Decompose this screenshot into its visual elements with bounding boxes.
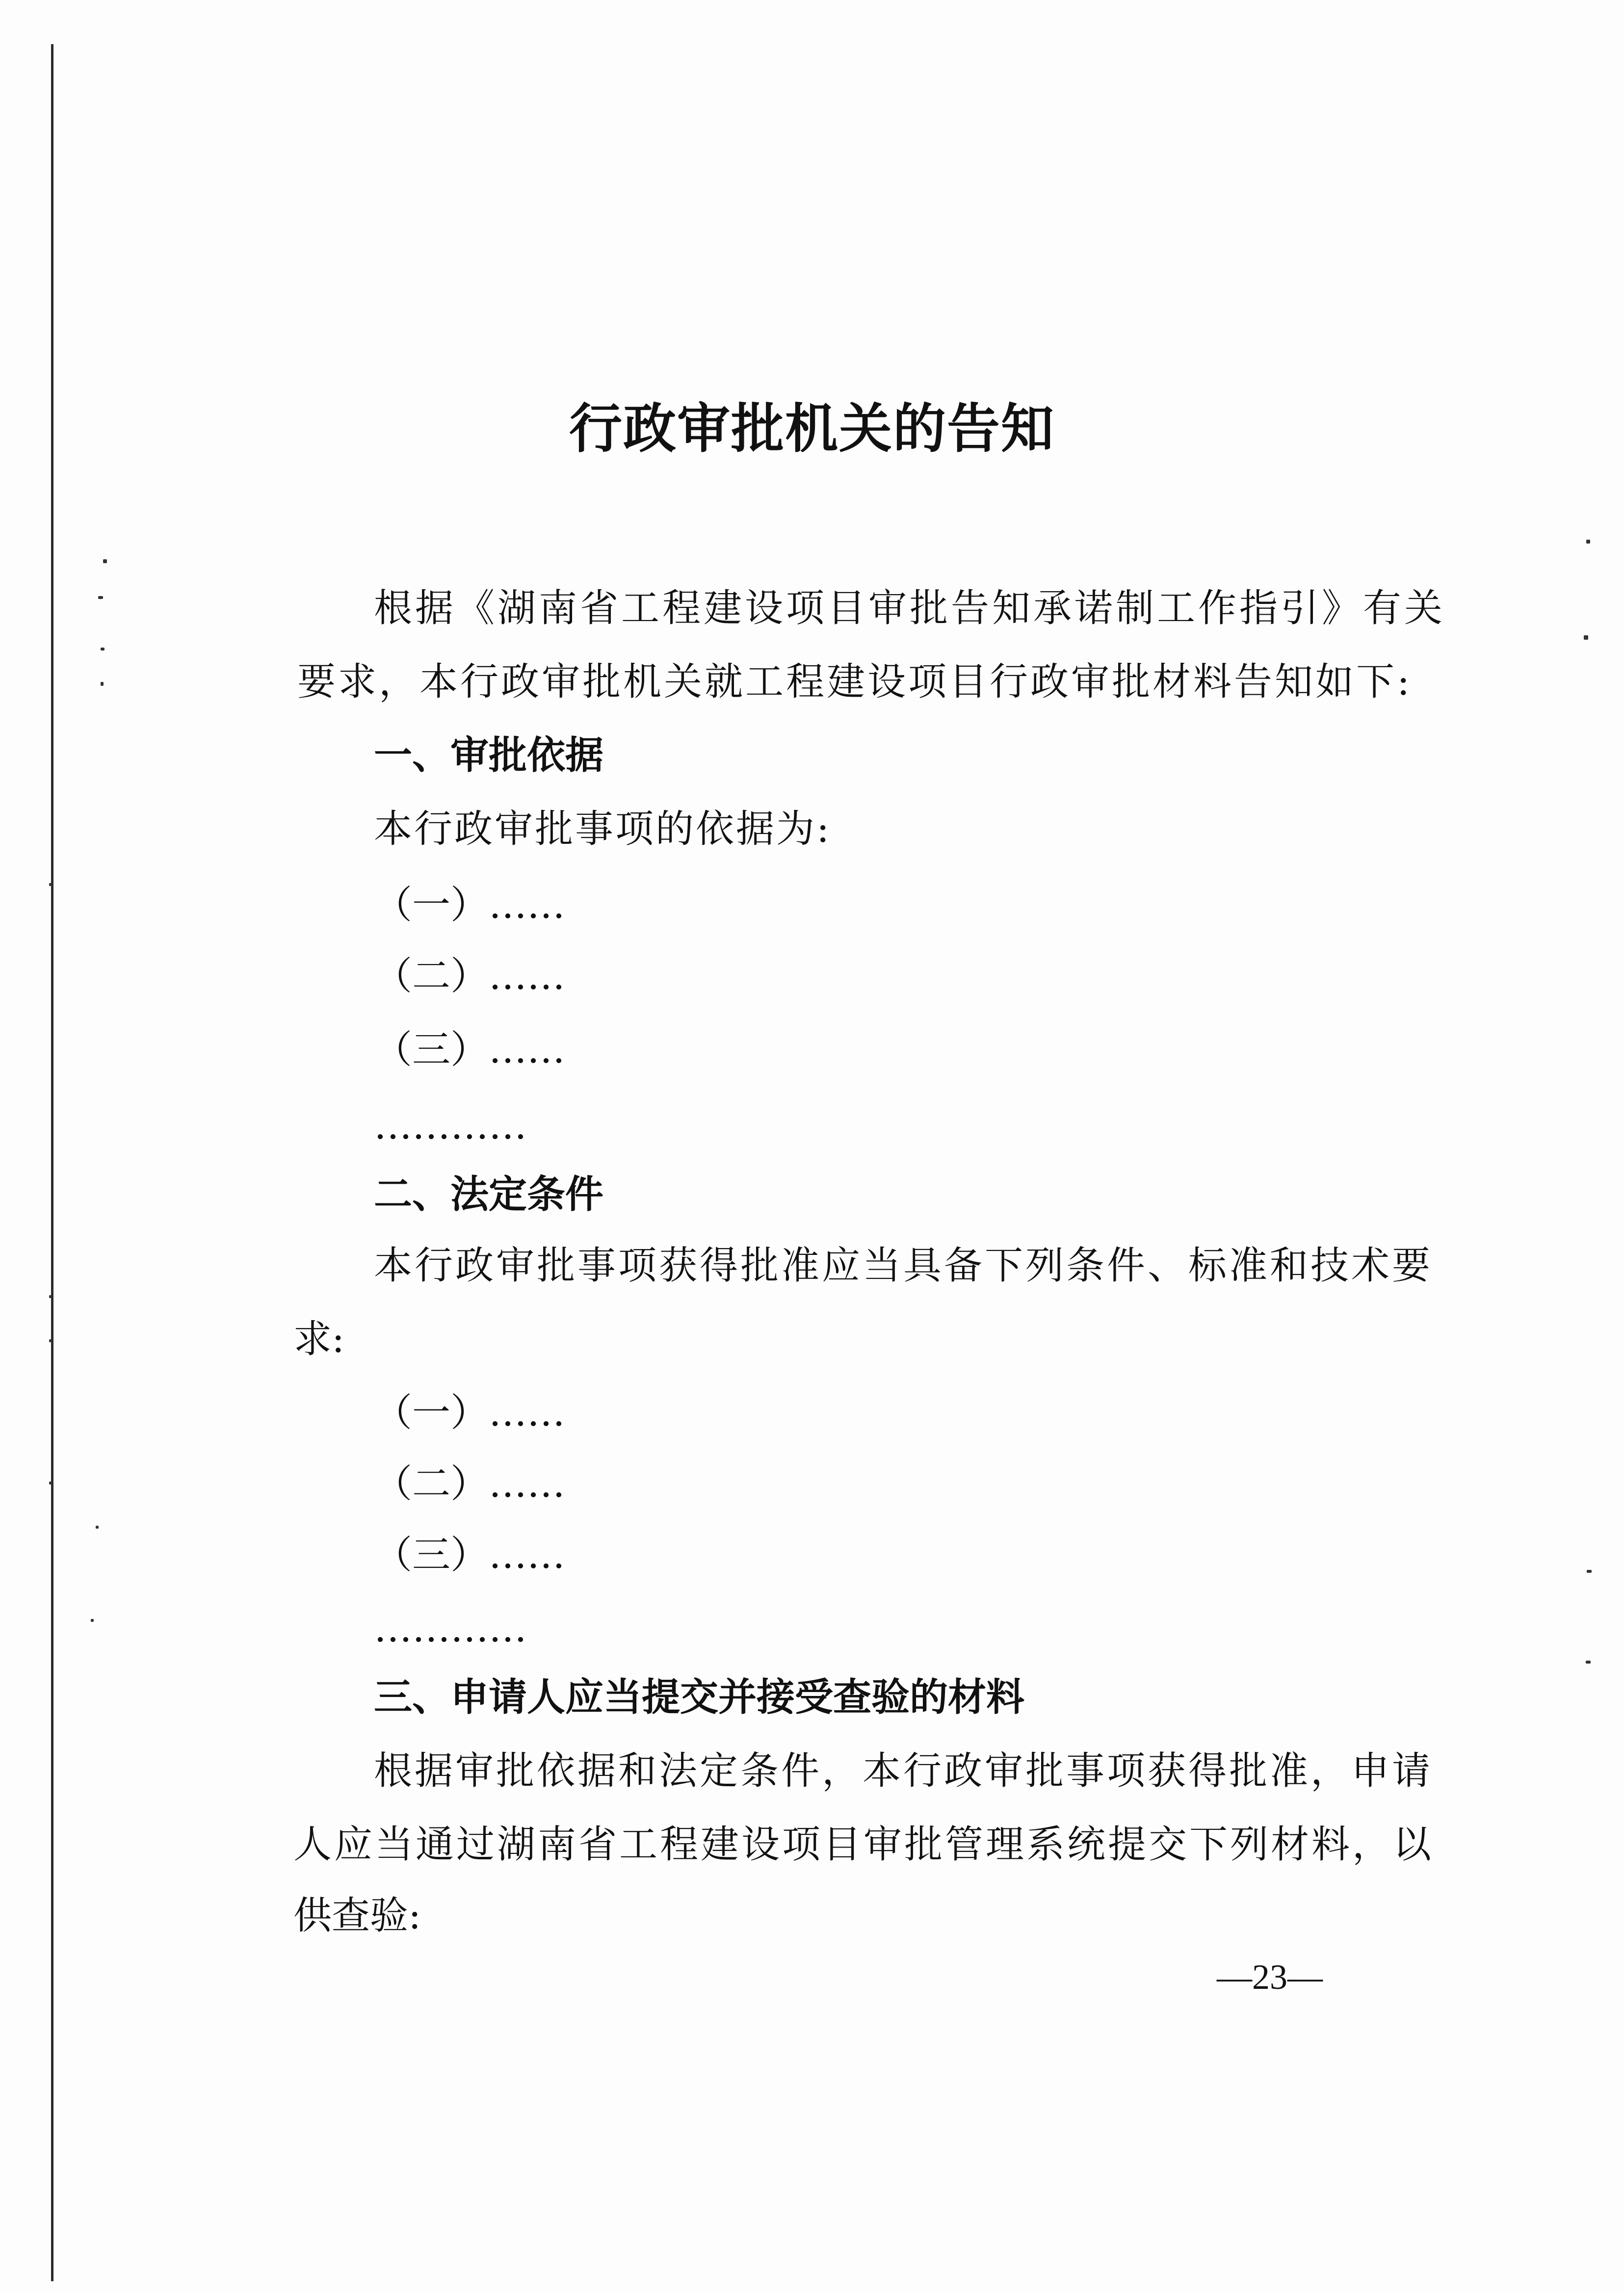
scan-speck [96, 1526, 99, 1529]
section-materials-line-1: 根据审批依据和法定条件，本行政审批事项获得批准，申请 [374, 1749, 1433, 1793]
scan-speck [101, 648, 105, 651]
section-heading-materials: 三、申请人应当提交并接受查验的材料 [374, 1675, 1025, 1720]
section-conditions-lead-line-1: 本行政审批事项获得批准应当具备下列条件、标准和技术要 [374, 1244, 1433, 1288]
ellipsis-line: ………… [374, 1607, 527, 1651]
list-item: （三）…… [374, 1533, 566, 1577]
scan-speck [1586, 1661, 1591, 1664]
ellipsis-line: ………… [374, 1104, 527, 1148]
section-conditions-lead-line-2: 求: [293, 1317, 345, 1361]
scan-speck [98, 596, 103, 599]
scan-speck [49, 1482, 52, 1485]
scan-speck [91, 1619, 94, 1622]
list-item: （二）…… [374, 1462, 566, 1506]
list-item: （一）…… [374, 883, 566, 927]
section-heading-conditions: 二、法定条件 [374, 1173, 604, 1217]
list-item: （一）…… [374, 1391, 566, 1435]
scan-speck [1587, 1570, 1592, 1573]
document-title: 行政审批机关的告知 [569, 398, 1055, 460]
section-heading-basis: 一、审批依据 [374, 733, 604, 778]
scan-speck [49, 1339, 52, 1342]
scan-speck [103, 559, 107, 563]
intro-line-1: 根据《湖南省工程建设项目审批告知承诺制工作指引》有关 [374, 586, 1446, 630]
scan-speck [1586, 540, 1590, 544]
intro-line-2: 要求，本行政审批机关就工程建设项目行政审批材料告知如下: [297, 660, 1413, 704]
page-number: —23— [1217, 1957, 1323, 1997]
scan-speck [49, 883, 52, 886]
list-item: （二）…… [374, 954, 566, 998]
binding-line [51, 44, 53, 2281]
section-materials-line-3: 供查验: [293, 1894, 421, 1938]
section-materials-line-2: 人应当通过湖南省工程建设项目审批管理系统提交下列材料，以 [293, 1823, 1434, 1867]
section-basis-lead: 本行政审批事项的依据为: [374, 807, 832, 851]
scan-speck [49, 1295, 52, 1298]
scan-speck [101, 682, 104, 686]
scan-speck [1584, 635, 1588, 640]
list-item: （三）…… [374, 1028, 566, 1072]
